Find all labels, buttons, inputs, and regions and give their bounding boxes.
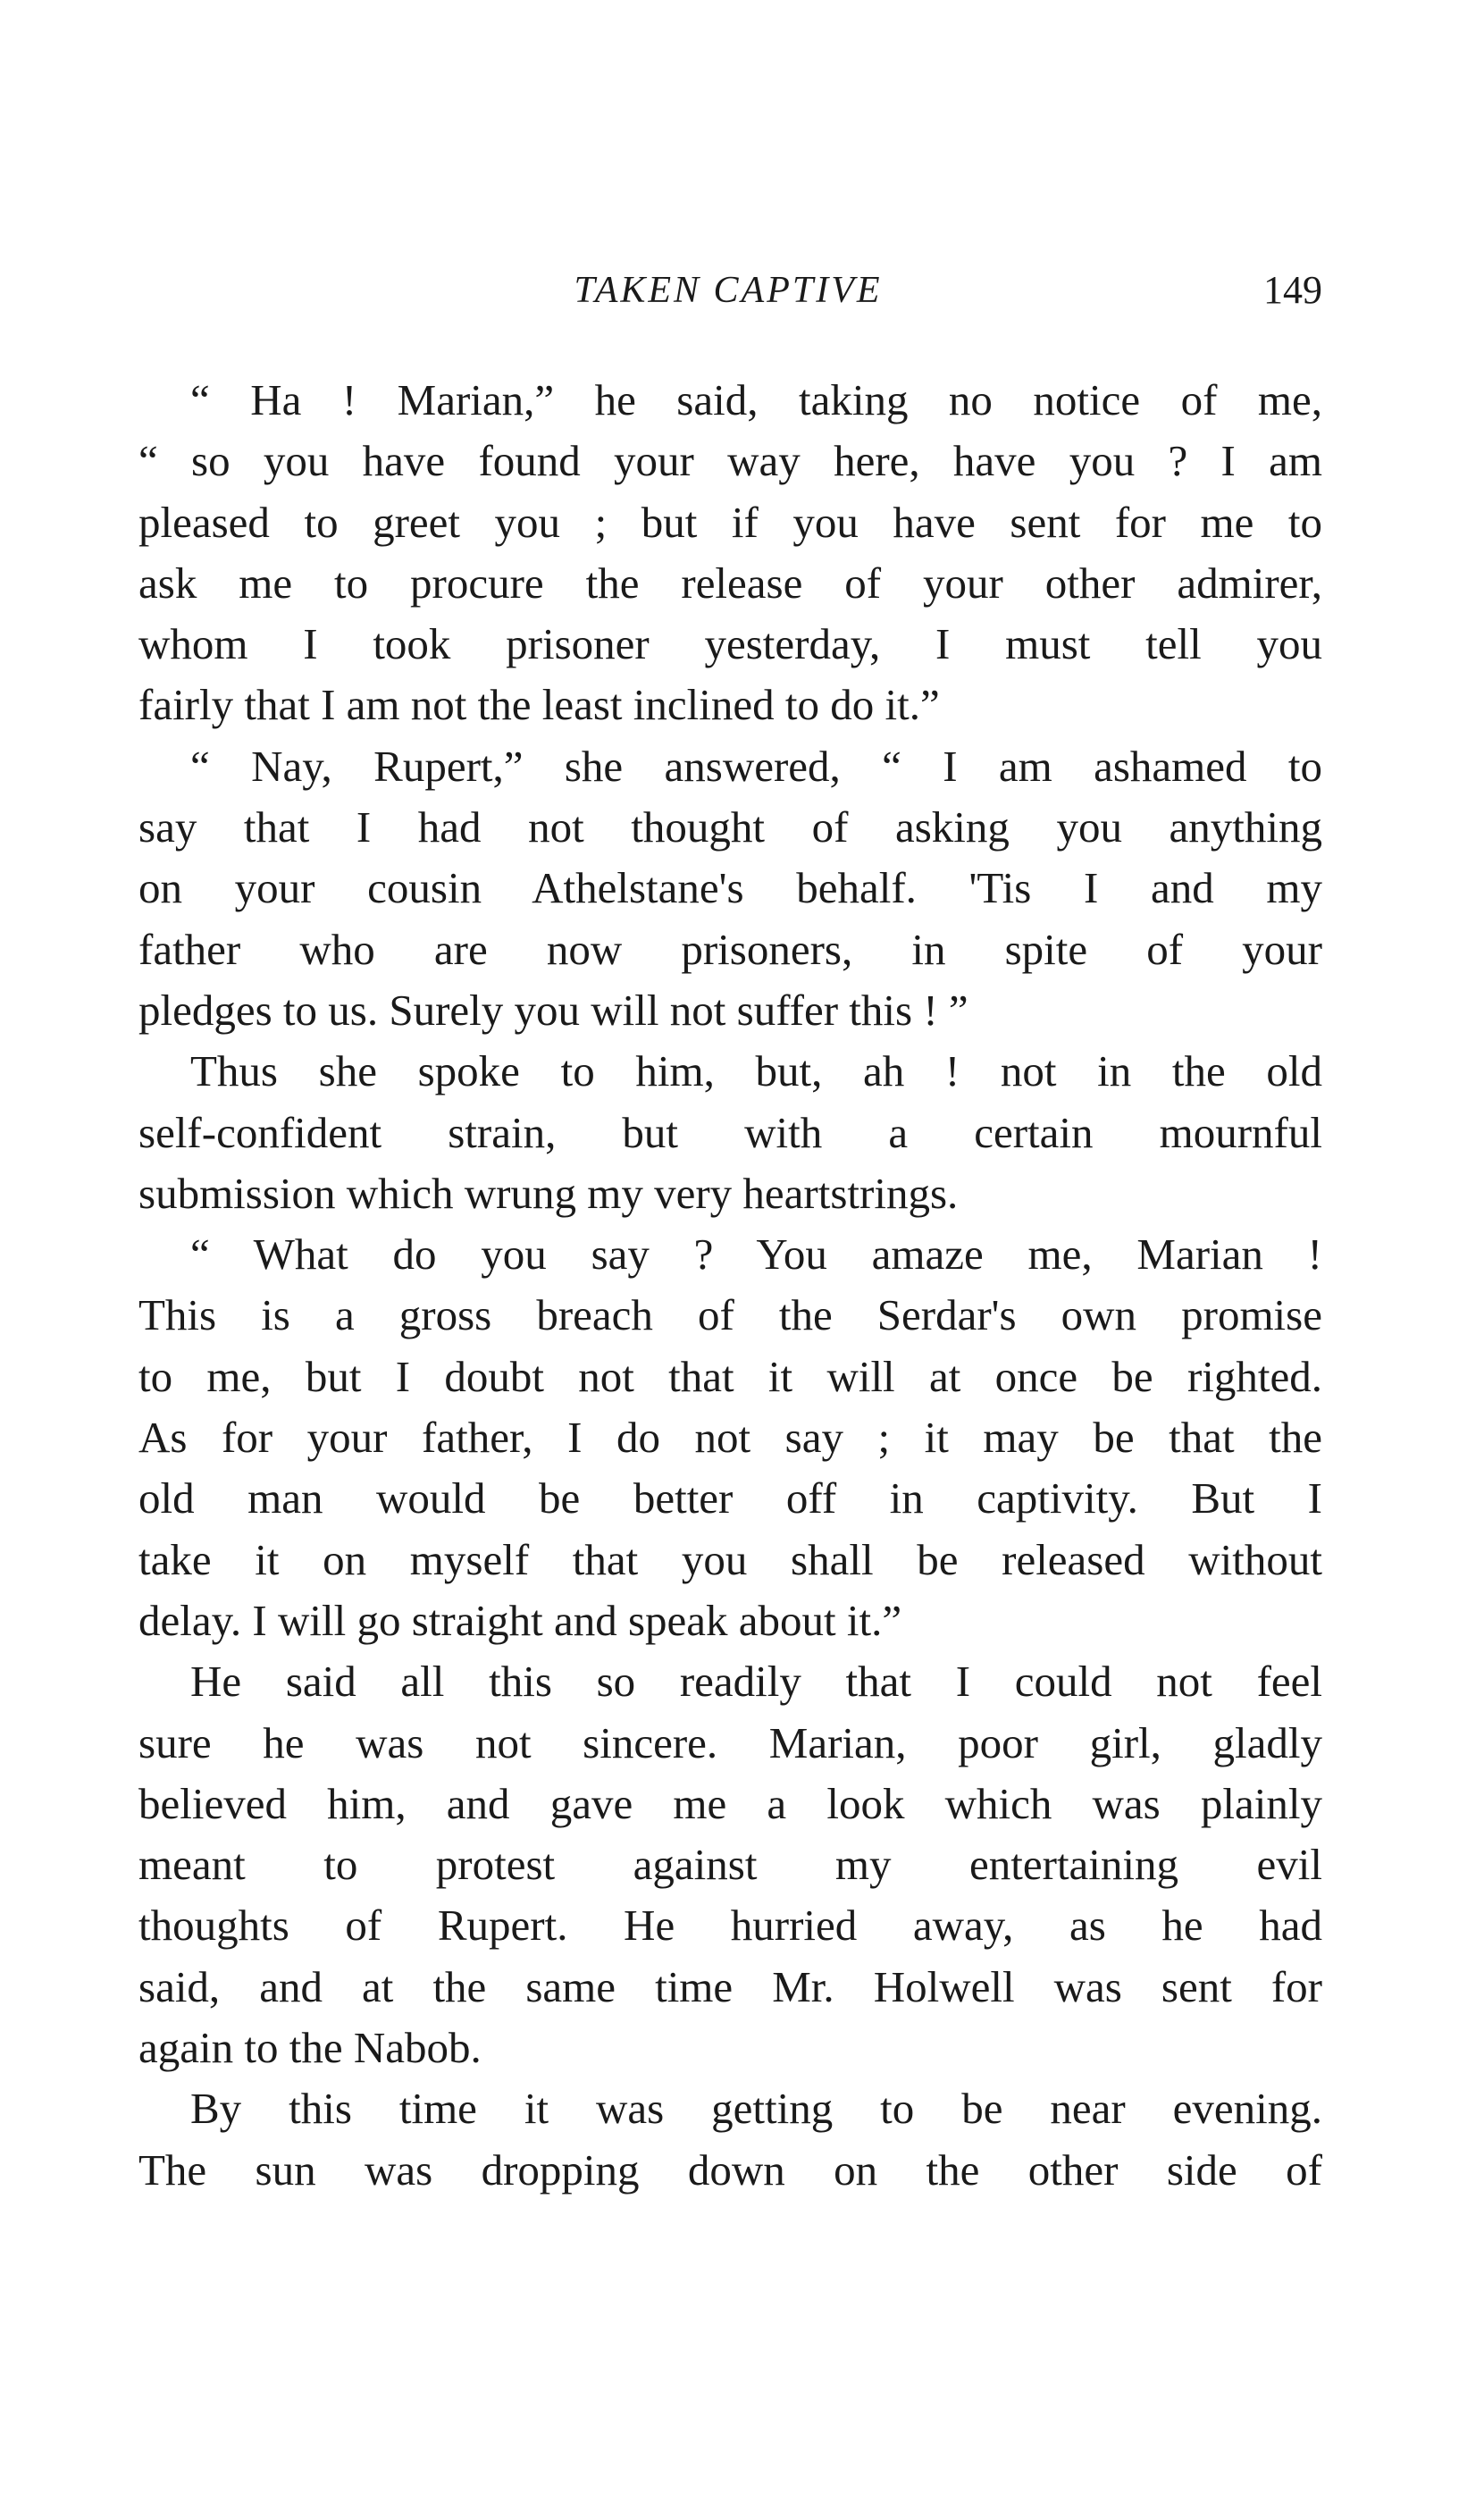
text-line: believed him, and gave me a look which was plainly [138,1778,1322,1828]
text-line: “ Nay, Rupert,” she answered, “ I am ashamed to [190,741,1322,791]
running-title: TAKEN CAPTIVE [574,270,883,311]
text-line: He said all this so readily that I could not feel [190,1657,1322,1707]
text-line: This is a gross breach of the Serdar's own promise [138,1290,1322,1340]
text-line: ask me to procure the release of your other admirer, [138,558,1322,608]
text-line: whom I took prisoner yesterday, I must tell you [138,619,1322,669]
text-line: The sun was dropping down on the other side of [138,2144,1322,2195]
body-text [138,370,1322,2201]
text-line: delay. I will go straight and speak about it.” [138,1595,902,1645]
text-line: take it on myself that you shall be released without [138,1534,1322,1584]
text-line: By this time it was getting to be near evening. [190,2084,1322,2134]
text-line: “ What do you say ? You amaze me, Marian ! [190,1230,1322,1280]
text-line: on your cousin Athelstane's behalf. 'Tis I and my [138,863,1322,913]
text-line: father who are now prisoners, in spite of your [138,924,1322,974]
text-line: pleased to greet you ; but if you have sent for me to [138,497,1322,547]
text-line: sure he was not sincere. Marian, poor girl, gladly [138,1717,1322,1767]
text-line: meant to protest against my entertaining evil [138,1840,1322,1890]
text-line: said, and at the same time Mr. Holwell was sent for [138,1961,1322,2011]
text-line: As for your father, I do not say ; it may be that the [138,1413,1322,1463]
text-line: say that I had not thought of asking you anything [138,802,1322,852]
text-line: “ Ha ! Marian,” he said, taking no notice of me, [190,375,1322,424]
text-line: old man would be better off in captivity. But I [138,1473,1322,1523]
text-line: thoughts of Rupert. He hurried away, as he had [138,1901,1322,1951]
text-line: fairly that I am not the least inclined to do it.” [138,680,940,730]
text-line: “ so you have found your way here, have you ? I am [138,436,1322,486]
page-number: 149 [1263,268,1322,312]
text-line: Thus she spoke to him, but, ah ! not in the old [190,1046,1322,1096]
text-line: self-confident strain, but with a certain mournful [138,1107,1322,1157]
text-line: submission which wrung my very heartstrings. [138,1168,959,1218]
text-line: pledges to us. Surely you will not suffer this ! ” [138,985,968,1035]
running-header [134,264,1322,317]
text-line: again to the Nabob. [138,2023,482,2073]
text-line: to me, but I doubt not that it will at once be righted. [138,1351,1322,1401]
